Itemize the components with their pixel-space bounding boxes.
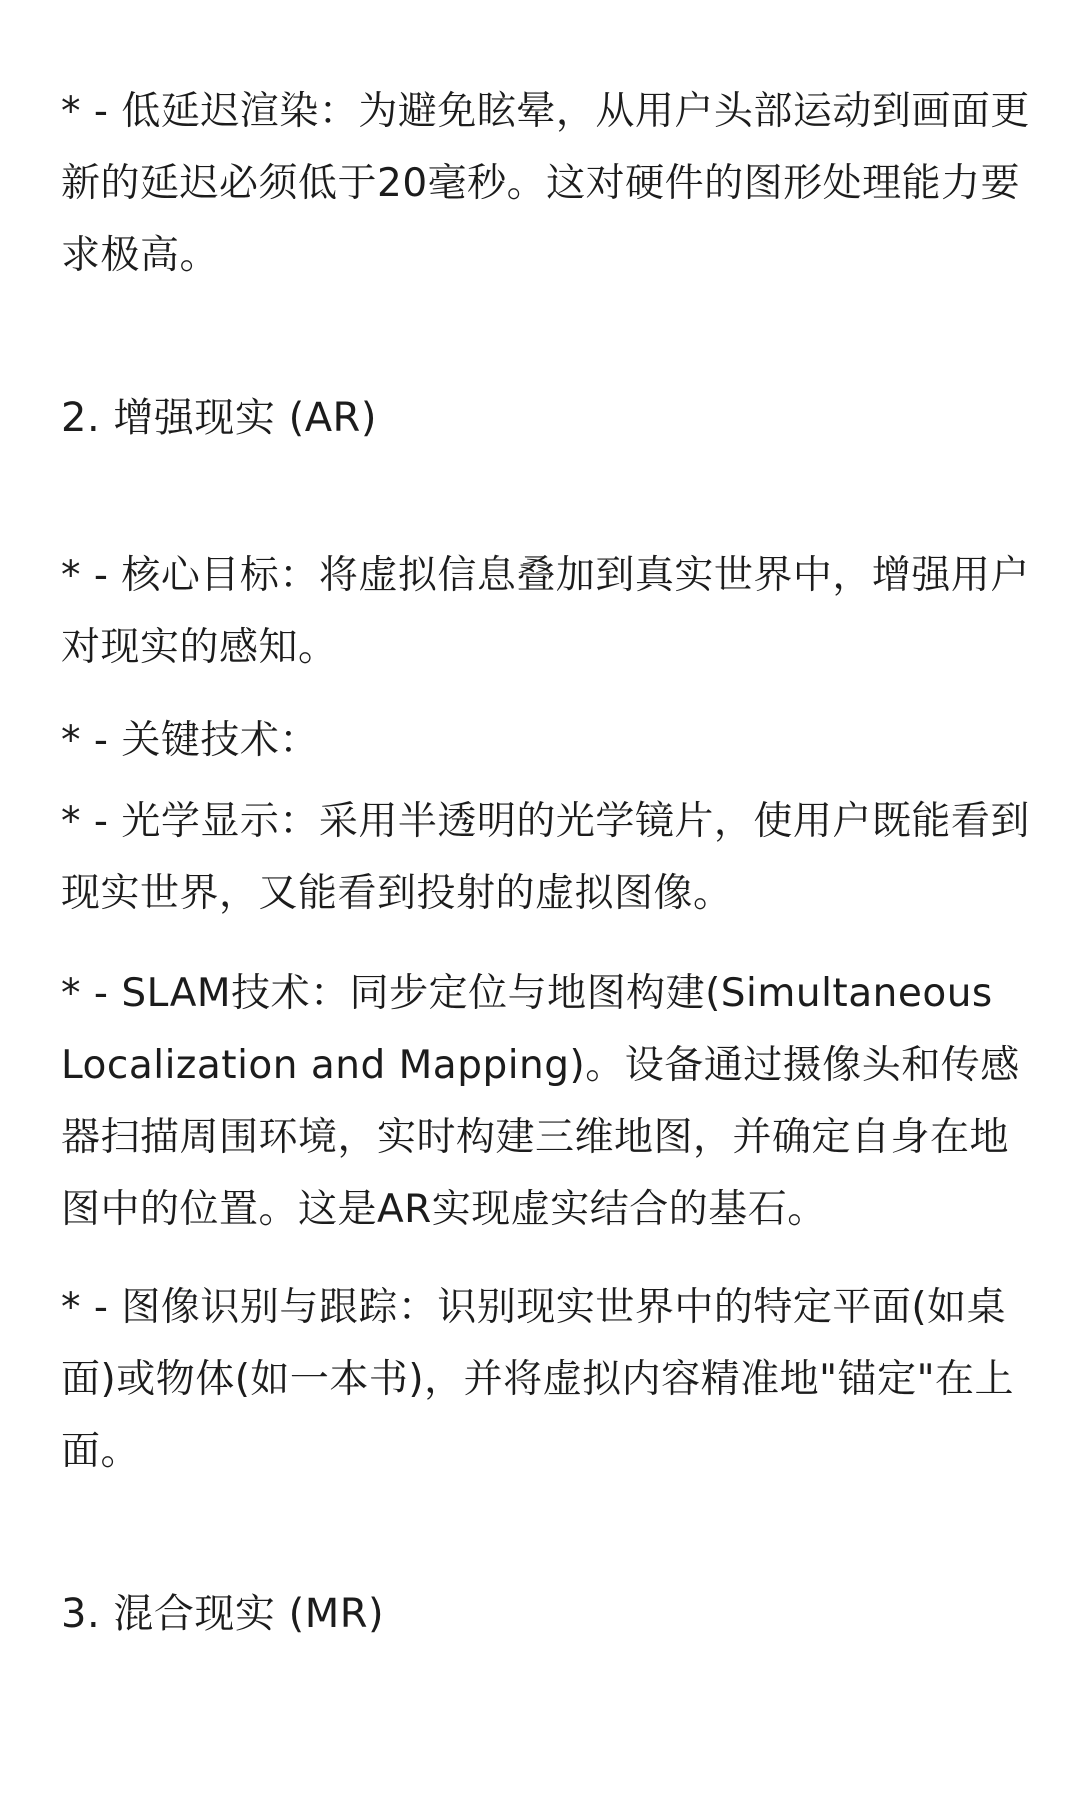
section-heading-ar: 2. 增强现实 (AR) — [61, 395, 377, 441]
paragraph-low-latency-rendering: * - 低延迟渲染：为避免眩晕，从用户头部运动到画面更新的延迟必须低于20毫秒。这对硬件的图形处理能力要求极高。 — [61, 89, 1030, 278]
paragraph-key-tech: * - 关键技术： — [61, 718, 319, 763]
paragraph-core-goal: * - 核心目标：将虚拟信息叠加到真实世界中，增强用户对现实的感知。 — [61, 553, 1030, 670]
paragraph-optical-display: * - 光学显示：采用半透明的光学镜片，使用户既能看到现实世界，又能看到投射的虚拟图像。 — [61, 799, 1030, 916]
paragraph-slam: * - SLAM技术：同步定位与地图构建(Simultaneous Localization and Mapping)。设备通过摄像头和传感器扫描周围环境，实时构建三维地图，并确定自身在地图中的位置。这是AR实现虚实结合的基石。 — [61, 971, 1020, 1232]
paragraph-image-recognition: * - 图像识别与跟踪：识别现实世界中的特定平面(如桌面)或物体(如一本书)，并将虚拟内容精准地"锚定"在上面。 — [61, 1285, 1015, 1474]
document-body — [61, 0, 1041, 1800]
section-heading-mr: 3. 混合现实 (MR) — [61, 1591, 385, 1637]
